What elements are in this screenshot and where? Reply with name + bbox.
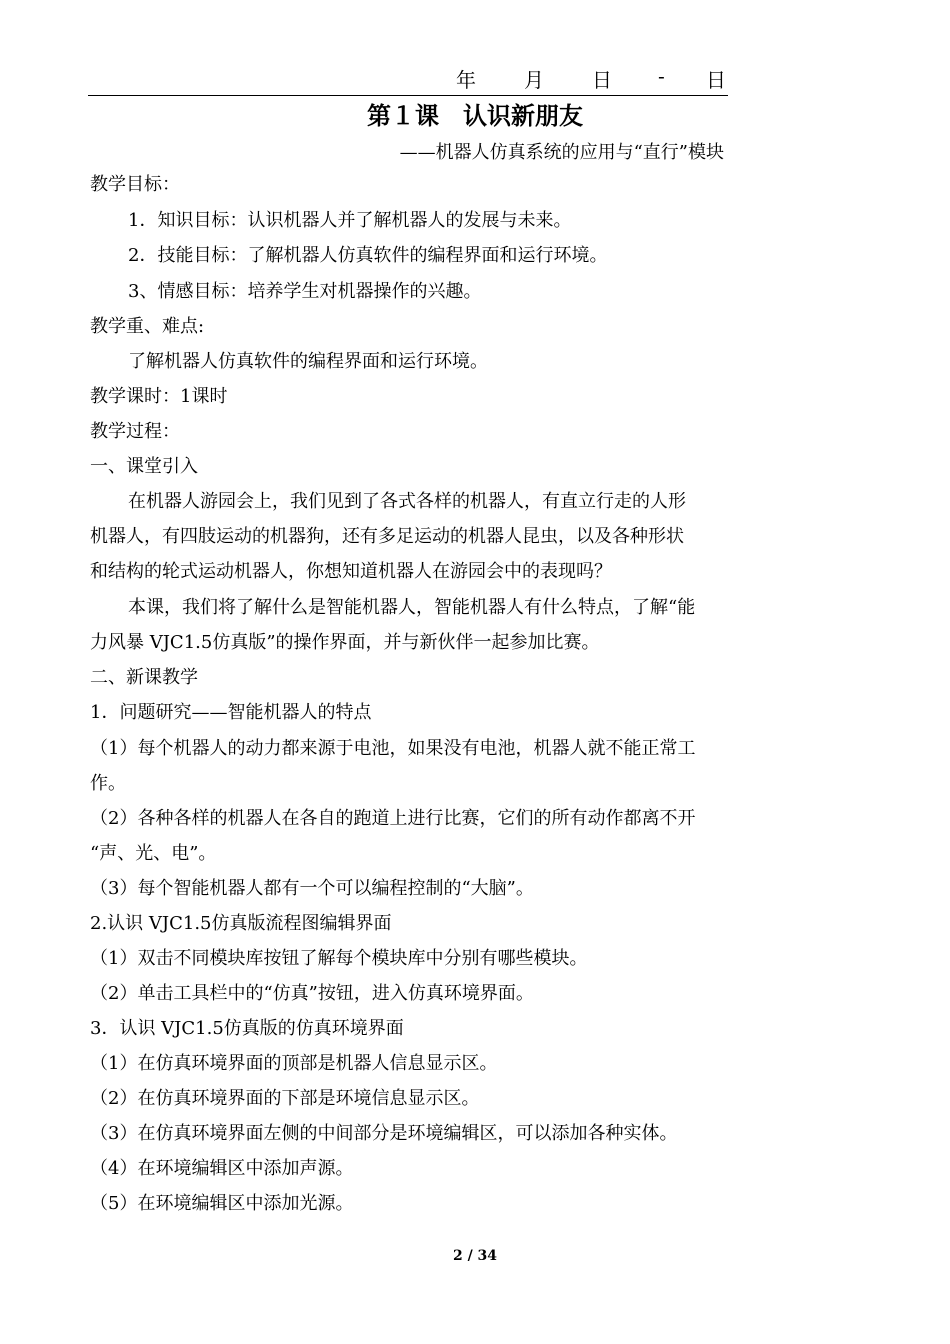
lesson-subtitle: ——机器人仿真系统的应用与“直行”模块 xyxy=(399,142,724,163)
paragraph-line: 在机器人游园会上，我们见到了各式各样的机器人，有直立行走的人形 xyxy=(128,491,686,512)
section-heading: 教学课时：1课时 xyxy=(90,386,228,407)
section-heading: 教学重、难点: xyxy=(90,316,205,337)
paragraph-line: 机器人，有四肢运动的机器狗，还有多足运动的机器人昆虫，以及各种形状 xyxy=(90,526,684,547)
header-dash: - xyxy=(658,64,665,88)
section-heading: 二、新课教学 xyxy=(90,667,198,688)
list-item: （2）单击工具栏中的“仿真”按钮，进入仿真环境界面。 xyxy=(90,983,534,1004)
subsection-heading: 1．问题研究——智能机器人的特点 xyxy=(90,702,372,723)
header-day-end: 日 xyxy=(706,68,726,92)
list-item: （1）在仿真环境界面的顶部是机器人信息显示区。 xyxy=(90,1053,498,1074)
section-heading: 一、课堂引入 xyxy=(90,456,198,477)
paragraph-line: 本课，我们将了解什么是智能机器人，智能机器人有什么特点，了解“能 xyxy=(128,597,696,618)
header-day: 日 xyxy=(592,68,612,92)
subsection-heading: 2.认识 VJC1.5仿真版流程图编辑界面 xyxy=(90,913,392,934)
objective-item: 1．知识目标：认识机器人并了解机器人的发展与未来。 xyxy=(128,210,572,231)
paragraph-line: 力风暴 VJC1.5仿真版”的操作界面，并与新伙伴一起参加比赛。 xyxy=(90,632,600,653)
list-item: （1）双击不同模块库按钮了解每个模块库中分别有哪些模块。 xyxy=(90,948,588,969)
page-number: 2 / 34 xyxy=(452,1248,498,1264)
header-rule xyxy=(88,95,728,96)
objective-item: 3、情感目标：培养学生对机器操作的兴趣。 xyxy=(128,281,482,302)
list-item: “声、光、电”。 xyxy=(90,843,217,864)
list-item: （1）每个机器人的动力都来源于电池，如果没有电池，机器人就不能正常工 xyxy=(90,738,696,759)
paragraph-line: 和结构的轮式运动机器人，你想知道机器人在游园会中的表现吗？ xyxy=(90,561,612,582)
list-item: （5）在环境编辑区中添加光源。 xyxy=(90,1193,354,1214)
section-heading: 教学过程： xyxy=(90,421,180,442)
text-line: 了解机器人仿真软件的编程界面和运行环境。 xyxy=(128,351,488,372)
list-item: （2）各种各样的机器人在各自的跑道上进行比赛，它们的所有动作都离不开 xyxy=(90,808,696,829)
header-year: 年 xyxy=(456,68,476,92)
list-item: （3）在仿真环境界面左侧的中间部分是环境编辑区，可以添加各种实体。 xyxy=(90,1123,678,1144)
header-month: 月 xyxy=(524,68,544,92)
section-heading: 教学目标： xyxy=(90,174,180,195)
list-item: （2）在仿真环境界面的下部是环境信息显示区。 xyxy=(90,1088,480,1109)
subsection-heading: 3．认识 VJC1.5仿真版的仿真环境界面 xyxy=(90,1018,404,1039)
lesson-title: 第１课 认识新朋友 xyxy=(367,102,583,130)
objective-item: 2．技能目标：了解机器人仿真软件的编程界面和运行环境。 xyxy=(128,245,608,266)
list-item: 作。 xyxy=(90,773,126,794)
list-item: （4）在环境编辑区中添加声源。 xyxy=(90,1158,354,1179)
list-item: （3）每个智能机器人都有一个可以编程控制的“大脑”。 xyxy=(90,878,534,899)
